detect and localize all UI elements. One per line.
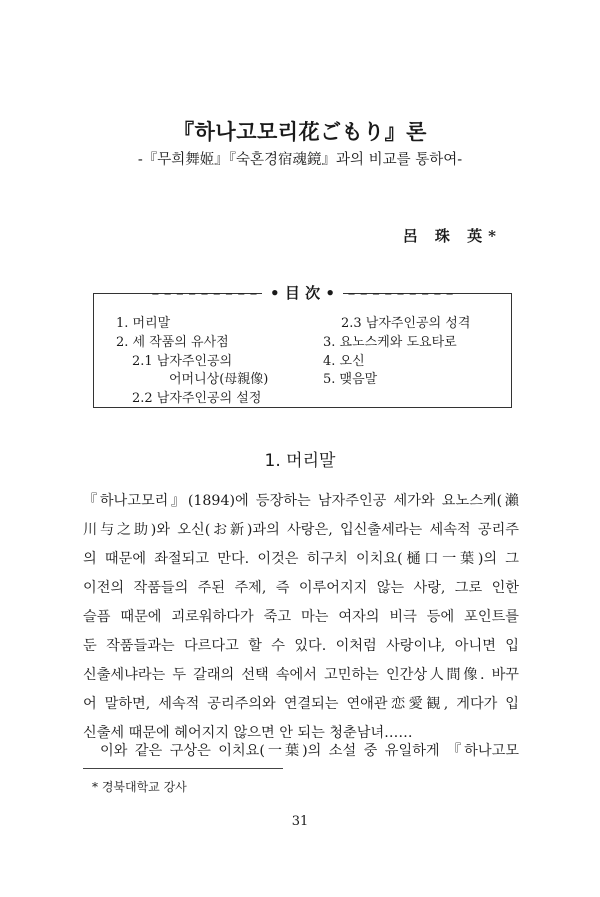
body-text-line: 이와 같은 구상은 이치요(一葉)의 소설 중 유일하게 『하나고모 <box>100 743 519 759</box>
paper-title: 『하나고모리花ごもり』론 <box>173 119 427 144</box>
toc-item: 5. 맺음말 <box>323 372 378 387</box>
footnote: * 경북대학교 강사 <box>92 780 187 794</box>
table-of-contents <box>93 284 512 408</box>
page-number: 31 <box>291 814 309 829</box>
toc-item: 3. 요노스케와 도요타로 <box>323 335 457 350</box>
toc-bullet-right-icon: • <box>325 284 335 302</box>
body-text-line: 川与之助)와 오신(お新)과의 사랑은, 입신출세라는 세속적 공리주 <box>83 522 519 538</box>
body-text-line: 슬픔 때문에 괴로워하다가 죽고 마는 여자의 비극 등에 포인트를 <box>83 609 519 625</box>
author-name: 呂 珠 英* <box>402 227 502 245</box>
body-text-line: 의 때문에 좌절되고 만다. 이것은 히구치 이치요(樋口一葉)의 그 <box>83 551 519 567</box>
paper-subtitle: -『무희舞姬』『숙혼경宿魂鏡』과의 비교를 통하여- <box>137 152 463 168</box>
toc-item: 2.3 남자주인공의 성격 <box>341 316 471 331</box>
toc-left-dash: – – – – – – – – – <box>151 284 263 302</box>
toc-item: 1. 머리말 <box>116 316 171 331</box>
body-text-line: 이전의 작품들의 주된 주제, 즉 이루어지지 않는 사랑, 그로 인한 <box>83 580 519 596</box>
body-text-line: 『하나고모리』(1894)에 등장하는 남자주인공 세가와 요노스케(瀨 <box>83 493 519 509</box>
body-text-line: 신출세 때문에 헤어지지 않으면 안 되는 청춘남녀…… <box>83 725 413 741</box>
toc-heading-row <box>94 282 511 303</box>
toc-item: 2.1 남자주인공의 <box>132 354 233 369</box>
toc-item: 2.2 남자주인공의 설정 <box>132 391 262 406</box>
section-heading: 1. 머리말 <box>264 451 336 471</box>
toc-item: 2. 세 작품의 유사점 <box>116 335 229 350</box>
toc-right-dash: – – – – – – – – – <box>342 284 454 302</box>
toc-item: 4. 오신 <box>323 354 365 369</box>
body-text-line: 둔 작품들과는 다르다고 할 수 있다. 이처럼 사랑이냐, 아니면 입 <box>83 638 519 654</box>
toc-heading: 目 次 <box>284 284 321 302</box>
footnote-rule <box>83 768 283 769</box>
toc-bullet-left-icon: • <box>270 284 280 302</box>
body-text-line: 신출세냐라는 두 갈래의 선택 속에서 고민하는 인간상人間像. 바꾸 <box>83 667 519 683</box>
body-text-line: 어 말하면, 세속적 공리주의와 연결되는 연애관恋愛観, 게다가 입 <box>83 696 519 712</box>
toc-item: 어머니상(母親像) <box>169 372 269 387</box>
